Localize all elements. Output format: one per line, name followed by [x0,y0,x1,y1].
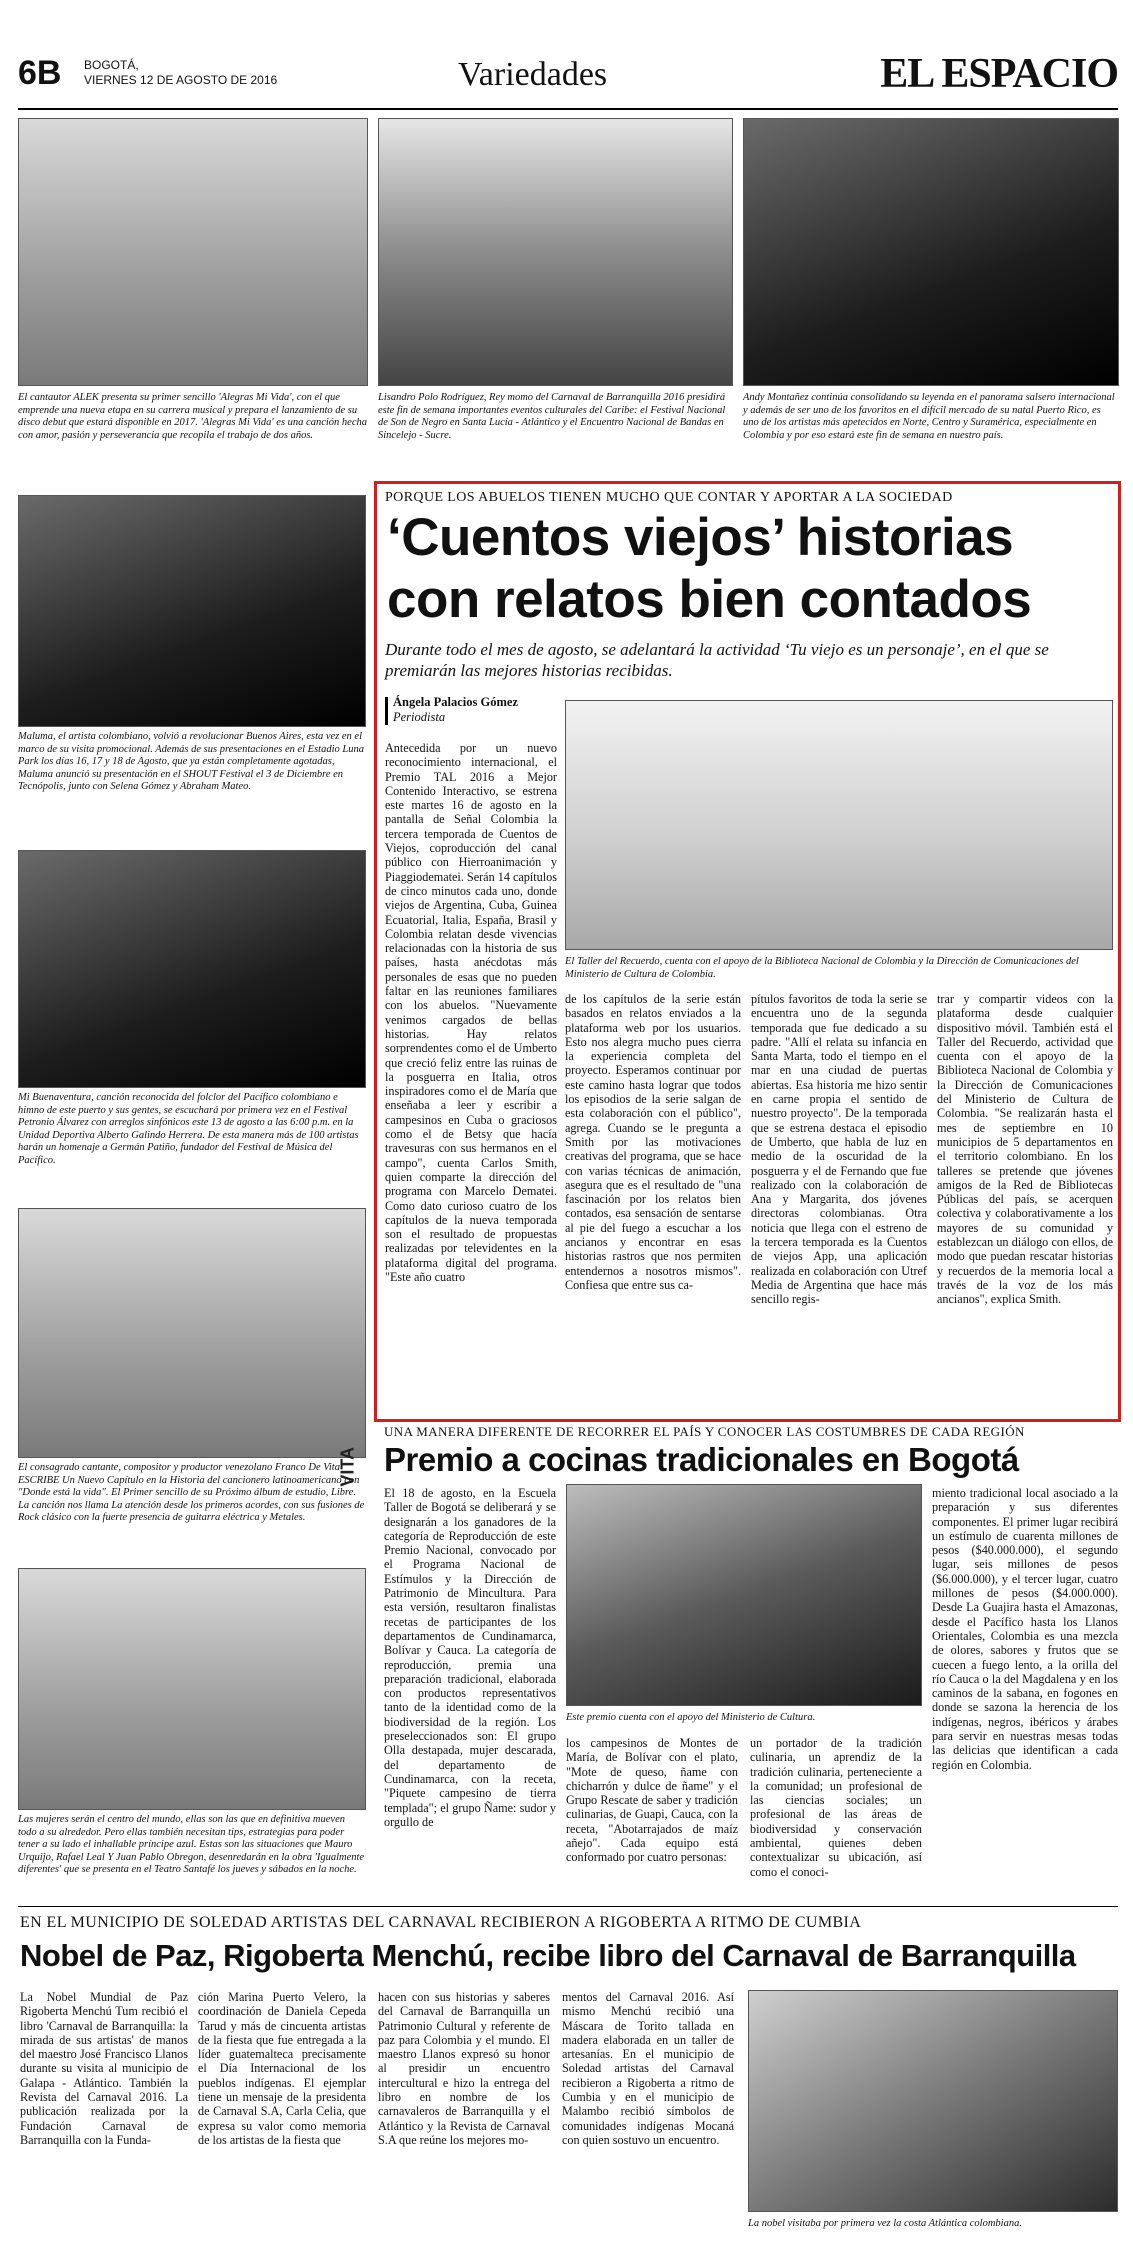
nobel-image-caption: La nobel visitaba por primera vez la costa Atlántica colombiana. [748,2218,1022,2229]
edition-day: VIERNES 12 DE AGOSTO DE 2016 [84,73,278,87]
newspaper-logo: EL ESPACIO [880,51,1118,97]
feature-image-caption: El Taller del Recuerdo, cuenta con el apoyo de la Biblioteca Nacional de Colombia y la Dirección de Comunicaciones del Ministerio de Cultura de Colombia. [565,956,1079,980]
cocinas-column-1: El 18 de agosto, en la Escuela Taller de Bogotá se deliberará y se designarán a los ganadores de la categoría de Reproducción de este Premio Nacional, convocado por el Programa Nacional de Estímulos y la Dirección de Patrimonio de Mincultura. Para esta versión, resultaron finalistas recetas de participantes de los departamentos de Cundinamarca, Bolívar y Cauca. La categoría de reproducción, premia una preparación tradicional, elaborada con productos representativos tanto de la identidad como de la biodiversidad de la región. Los preseleccionados son: El grupo Olla destapada, mujer descarada, del departamento de Cundinamarca, con la receta, "Piquete campesino de tierra templada"; el grupo Ñame: sudor y orgullo de [384,1486,556,1829]
igualmente-diferentes-caption: Las mujeres serán el centro del mundo, ellas son las que en definitiva mueven todo a su alrededor. Pero ellas también necesitan tips, estrategias para poder tener a su lado el inhallable príncipe azul. Estas son las situaciones que Mauro Urquijo, Rafael Leal Y Juan Pablo Obregon, desenredarán en la obra 'Igualmente diferentes' que se presenta en el Teatro Santafé los jueves y sábados en la noche. [18,1814,365,1876]
nobel-kicker: EN EL MUNICIPIO DE SOLEDAD ARTISTAS DEL CARNAVAL RECIBIERON A RIGOBERTA A RITMO DE CUMBIA [20,1914,862,1931]
edition-date [84,58,277,88]
igualmente-diferentes-photo [18,1568,366,1810]
feature-article [374,481,1121,1422]
elderly-couple-illustration [565,700,1113,950]
nobel-column-2: ción Marina Puerto Velero, la coordinación de Daniela Cepeda Tarud y más de cincuenta artistas de la fiesta que fue entregada a la líder guatemalteca precisamente el Día Internacional de los pueblos indígenas. El ejemplar tiene un mensaje de la presidenta de Carnaval S.A, Carla Celia, que expresa su valor como memoria de los artistas de la fiesta que [198,1990,366,2147]
maluma-photo [18,495,366,727]
photo-tag: VITA [338,1447,358,1487]
cocinas-food-photo [566,1484,922,1706]
nobel-column-3: hacen con sus historias y saberes del Carnaval de Barranquilla un Patrimonio Cultural y referente de paz para Colombia y el mundo. El maestro Llanos expresó su honor al presidir un encuentro intercultural e hizo la entrega del libro en nombre de los carnavaleros de Barranquilla y el Atlántico y la Revista de Carnaval S.A que reúne los mejores mo- [378,1990,550,2147]
cocinas-column-4: miento tradicional local asociado a la preparación y sus diferentes componentes. El primer lugar recibirá un estímulo de cuarenta millones de pesos ($40.000.000), el segundo lugar, seis millones de pesos ($6.000.000), y el tercer lugar, cuatro millones de pesos ($4.000.000). Desde La Guajira hasta el Amazonas, desde el Pacífico hasta los Llanos Orientales, Colombia es una mezcla de olores, sabores y frutos que se cuecen a fuego lento, a la orilla del río Cauca o la del Magdalena y en los caminos de la sabana, en fogones en donde se sazona la herencia de los indígenas, negros, ibéricos y árabes para servir en nuestras mesas todas las delicias que identifican a cada región en Colombia. [932,1486,1118,1772]
feature-column-2: de los capítulos de la serie están basados en relatos enviados a la plataforma web por los usuarios. Esto nos alegra mucho pues cierra la experiencia completa del proyecto. Esperamos continuar por este camino hasta lograr que todos los episodios de la serie salgan de esta colaboración con el público", agrega. Cuando se le pregunta a Smith por las motivaciones creativas del programa, que se hace con varias técnicas de animación, asegura que es el resultado de "una fascinación por los relatos bien contados, esa sensación de sentarse al pie del fuego a escuchar a los ancianos y encontrar en esas historias rastros que nos permiten entendernos a nosotros mismos". Confiesa que entre sus ca- [565,992,741,1292]
feature-author: Ángela Palacios Gómez [393,695,518,709]
nobel-column-4: mentos del Carnaval 2016. Así mismo Menchú recibió una Máscara de Torito tallada en madera elaborada en un taller de artesanías. En el municipio de Soledad artistas del Carnaval recibieron a Rigoberta a ritmo de Cumbia y en el municipio de Malambo recibió símbolos de comunidades indígenas Mocaná con quien sostuvo un encuentro. [562,1990,734,2147]
orchestra-photo [18,850,366,1088]
rigoberta-photo [748,1990,1118,2212]
alek-photo [18,118,368,386]
andy-montanez-caption: Andy Montañez continúa consolidando su leyenda en el panorama salsero internacional y además de ser uno de los favoritos en el difícil mercado de su natal Puerto Rico, es uno de los artistas más apetecidos en Norte, Centro y Suramérica, especialmente en Colombia y por eso estará este fin de semana en nuestro país. [743,392,1115,441]
cocinas-kicker: UNA MANERA DIFERENTE DE RECORRER EL PAÍS Y CONOCER LAS COSTUMBRES DE CADA REGIÓN [384,1424,1025,1439]
feature-headline-line2: con relatos bien contados [387,570,1032,629]
feature-dek: Durante todo el mes de agosto, se adelantará la actividad ‘Tu viejo es un personaje’, en el que se premiarán las mejores historias recibidas. [385,640,1049,680]
feature-column-1: Antecedida por un nuevo reconocimiento internacional, el Premio TAL 2016 a Mejor Contenido Interactivo, se estrena este martes 16 de agosto en la pantalla de Señal Colombia la tercera temporada de Cuentos de Viejos, coproducción del canal público con Hierroanimación y Piaggiodematei. Serán 14 capítulos de cinco minutos cada uno, donde viejos de Argentina, Cuba, Guinea Ecuatorial, Italia, España, Brasil y Colombia relatan desde vivencias relacionadas con la historia de sus países, hasta anécdotas más personales de esas que no pueden faltar en las reuniones familiares con los abuelos. "Nuevamente venimos cargados de bellas historias. Hay relatos sorprendentes como el de Umberto que creció feliz entre las ruinas de la posguerra en Italia, otros inspiradores como el de María que enseñaba a leer y escribir a campesinos en Cuba o graciosos como el de Betsy que hacía travesuras con sus hermanos en el campo", cuenta Carlos Smith, quien comparte la dirección del programa con Marcelo Dematei. Como dato curioso cuatro de los capítulos de la nueva temporada son el resultado de propuestas realizadas por televidentes en la plataforma digital del programa. "Este año cuatro [385,741,557,1284]
cocinas-headline: Premio a cocinas tradicionales en Bogotá [384,1441,1019,1478]
andy-montanez-photo [743,118,1119,386]
feature-column-4: trar y compartir videos con la plataforma desde cualquier dispositivo móvil. También está el Taller del Recuerdo, actividad que cuenta con el apoyo de la Biblioteca Nacional de Colombia y la Dirección de Comunicaciones del Ministerio de Cultura de Colombia. "Se realizarán hasta el mes de septiembre en 10 municipios de 5 departamentos en el territorio colombiano. En los talleres se pretende que jóvenes amigos de la Red de Bibliotecas Públicas del país, se acerquen colectiva y colaborativamente a los mayores de su comunidad y establezcan un diálogo con ellos, de modo que puedan rescatar historias y recuerdos de la memoria local a través de la voz de los más ancianos", explica Smith. [937,992,1113,1307]
orchestra-caption: Mi Buenaventura, canción reconocida del folclor del Pacífico colombiano e himno de este puerto y sus gentes, se escuchará por primera vez en el Festival Petronio Álvarez con arreglos sinfónicos este 13 de agosto a las 6:00 p.m. en la Unidad Deportiva Alberto Galindo Herrera. De esta manera más de 100 artistas harán un homenaje a Germán Patiño, fundador del Festival de Música del Pacífico. [18,1092,359,1166]
page-header [18,52,1118,110]
feature-column-3: pítulos favoritos de toda la serie se encuentra uno de la segunda temporada que fue dedicado a su padre. "Allí el relata su infancia en Santa Marta, todo el tiempo en el mar en una ciudad de puertas abiertas. Esa historia me hizo sentir en carne propia el sentido de nuestro proyecto". De la temporada que se estrena destaca el episodio de Umberto, que habla de luz en medio de la oscuridad de la posguerra y el de Fernando que fue realizado con la colaboración de Ana y Margarita, dos jóvenes directoras colombianas. Otra noticia que llega con el estreno de la tercera temporada es la Cuentos de viejos App, una aplicación realizada en colaboración con Utref Media de Argentina que hace más sencillo regis- [751,992,927,1307]
feature-headline-line1: ‘Cuentos viejos’ historias [387,508,1014,567]
feature-kicker: PORQUE LOS ABUELOS TIENEN MUCHO QUE CONTAR Y APORTAR A LA SOCIEDAD [385,490,953,505]
edition-city: BOGOTÁ, [84,58,139,72]
franco-de-vita-photo [18,1208,366,1487]
section-divider [18,1906,1118,1907]
cocinas-image-caption: Este premio cuenta con el apoyo del Ministerio de Cultura. [566,1712,816,1723]
cocinas-column-3: un portador de la tradición culinaria, un aprendiz de la tradición culinaria, perteneciente a la comunidad; un profesional de las ciencias sociales; un profesional de las áreas de biodiversidad y conservación ambiental, quienes deben contextualizar su ubicación, así como el conoci- [750,1736,922,1879]
maluma-caption: Maluma, el artista colombiano, volvió a revolucionar Buenos Aires, esta vez en el marco de su visita promocional. Además de sus presentaciones en el Estadio Luna Park los días 16, 17 y 18 de Agosto, que ya están completamente agotadas, Maluma anunció su presentación en el SHOUT Festival el 3 de Diciembre en Tecnópolis, junto con Selena Gómez y Abraham Mateo. [18,731,364,793]
section-title: Variedades [458,56,608,93]
nobel-headline: Nobel de Paz, Rigoberta Menchú, recibe libro del Carnaval de Barranquilla [20,1938,1076,1973]
carnaval-photo [378,118,733,386]
franco-de-vita-caption: El consagrado cantante, compositor y productor venezolano Franco De Vita ESCRIBE Un Nuevo Capítulo en la Historia del cancionero latinoamericano con "Donde está la vida". El Primer sencillo de su Próximo álbum de estudio, Libre. La canción nos llama La atención desde los primeros acordes, con sus fusiones de Rock clásico con la fuerte presencia de guitarra eléctrica y Metales. [18,1462,365,1524]
feature-author-role: Periodista [393,710,446,724]
nobel-column-1: La Nobel Mundial de Paz Rigoberta Menchú Tum recibió el libro 'Carnaval de Barranquilla: la mirada de sus artistas' de manos del maestro José Francisco Llanos durante su visita al municipio de Galapa - Atlántico. También la Revista del Carnaval 2016. La publicación realizada por la Fundación Carnaval de Barranquilla con la Funda- [20,1990,188,2147]
alek-caption: El cantautor ALEK presenta su primer sencillo 'Alegras Mi Vida', con el que emprende una nueva etapa en su carrera musical y prepara el lanzamiento de su disco debut que estará disponible en 2017. 'Alegras Mi Vida' es una canción hecha con amor, pasión y perseverancia que recopila el trabajo de dos años. [18,392,367,441]
byline-bar [385,697,388,725]
page-number: 6B [18,54,62,92]
carnaval-caption: Lisandro Polo Rodríguez, Rey momo del Carnaval de Barranquilla 2016 presidirá este fin de semana importantes eventos culturales del Caribe: el Festival Nacional de Son de Negro en Santa Lucía - Atlántico y el Encuentro Nacional de Bandas en Sincelejo - Sucre. [378,392,726,441]
cocinas-column-2: los campesinos de Montes de María, de Bolívar con el plato, "Mote de queso, ñame con chicharrón y dulce de ñame" y el Grupo Rescate de saber y tradición culinarias, de Guapi, Cauca, con la receta, "Abotarrajados de maíz añejo". Cada equipo está conformado por cuatro personas: [566,1736,738,1865]
